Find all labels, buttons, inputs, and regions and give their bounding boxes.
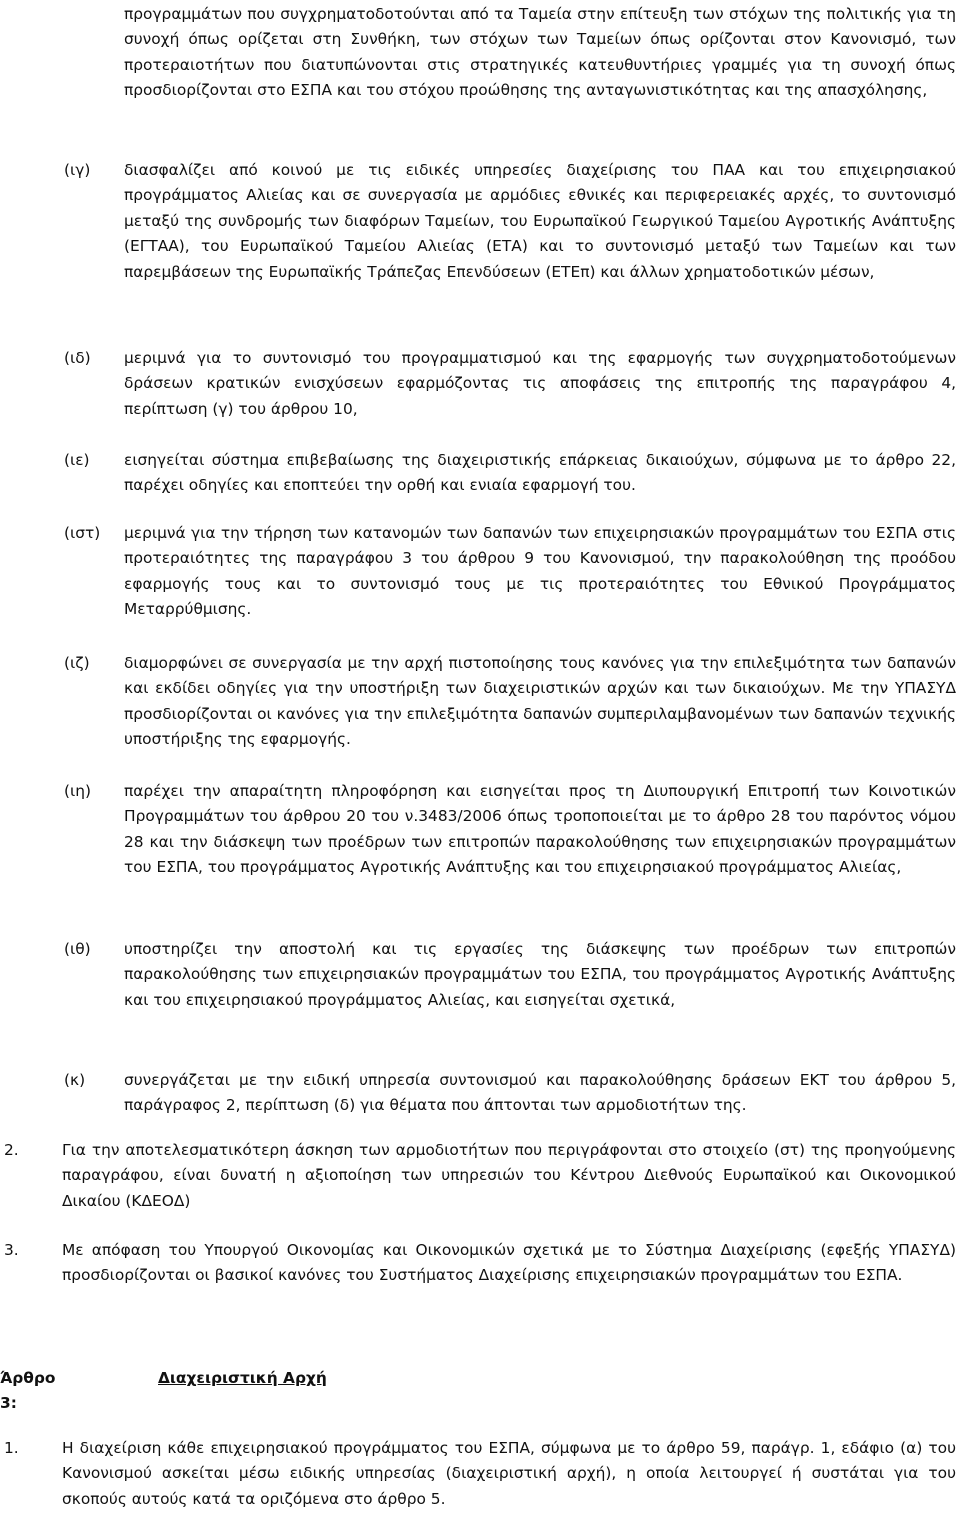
item-text: μεριμνά για την τήρηση των κατανομών των δαπανών των επιχειρησιακών προγραμμάτων του ΕΣΠΑ στις προτεραιότητες της παραγράφου 3 του άρθρου 9 του Κανονισμού, την παρακολούθηση της προόδου εφαρμογής τους και το συντονισμό τους με τις προτεραιότητες του Εθνικού Προγράμματος Μεταρρύθμισης. [124,524,956,619]
article-label: Άρθρο 3: [0,1369,56,1413]
item-label: (ιγ) [64,161,91,179]
item-text: παρέχει την απαραίτητη πληροφόρηση και εισηγείται προς τη Διυπουργική Επιτροπή των Κοινοτικών Προγραμμάτων του άρθρου 20 του ν.3483/2006 όπως τροποποιείται με το άρθρο 28 του παρόντος νόμου 28 και την διάσκεψη των προέδρων των επιτροπών παρακολούθησης των επιχειρησιακών προγραμμάτων του ΕΣΠΑ, του προγράμματος Αγροτικής Ανάπτυξης και του επιχειρησιακού προγράμματος Αλιείας, [124,782,956,877]
article-title: Διαχειριστική Αρχή [158,1369,327,1387]
item-label: (ιε) [64,451,90,469]
item-label: (ιθ) [64,940,91,958]
item-text: διαμορφώνει σε συνεργασία με την αρχή πιστοποίησης τους κανόνες για την επιλεξιμότητα των δαπανών και εκδίδει οδηγίες για την υποστήριξη των διαχειριστικών αρχών και των δικαιούχων. Με την ΥΠΑΣΥΔ προσδιορίζονται οι κανόνες για την επιλεξιμότητα δαπανών συμπεριλαμβανομένων των δαπανών τεχνικής υποστήριξης της εφαρμογής. [124,654,956,749]
item-label: (ιστ) [64,524,101,542]
item-label: (ιζ) [64,654,90,672]
continuation-paragraph: προγραμμάτων που συγχρηματοδοτούνται από τα Ταμεία στην επίτευξη των στόχων της πολιτικής για τη συνοχή όπως ορίζεται στη Συνθήκη, των στόχων των Ταμείων όπως ορίζονται στον Κανονισμό, των προτεραιοτήτων που διατυπώνονται στις στρατηγικές κατευθυντήριες γραμμές για τη συνοχή όπως προσδιορίζονται στο ΕΣΠΑ και του στόχου προώθησης της ανταγωνιστικότητας και της απασχόλησης, [124,5,956,100]
item-text: υποστηρίζει την αποστολή και τις εργασίες της διάσκεψης των προέδρων των επιτροπών παρακολούθησης των επιχειρησιακών προγραμμάτων του ΕΣΠΑ, του προγράμματος Αγροτικής Ανάπτυξης και του επιχειρησιακού προγράμματος Αλιείας, και εισηγείται σχετικά, [124,940,956,1009]
paragraph-text: Για την αποτελεσματικότερη άσκηση των αρμοδιοτήτων που περιγράφονται στο στοιχείο (στ) της προηγούμενης παραγράφου, είναι δυνατή η αξιοποίηση των υπηρεσιών του Κέντρου Διεθνούς Ευρωπαϊκού και Οικονομικού Δικαίου (ΚΔΕΟΔ) [62,1141,956,1210]
paragraph-text: Η διαχείριση κάθε επιχειρησιακού προγράμματος του ΕΣΠΑ, σύμφωνα με το άρθρο 59, παράγρ. 1, εδάφιο (α) του Κανονισμού ασκείται μέσω ειδικής υπηρεσίας (διαχειριστική αρχή), η οποία λειτουργεί ή συστάται για του σκοπούς αυτούς κατά τα οριζόμενα στο άρθρο 5. [62,1439,956,1508]
paragraph-text: Με απόφαση του Υπουργού Οικονομίας και Οικονομικών σχετικά με το Σύστημα Διαχείρισης (εφεξής ΥΠΑΣΥΔ) προσδιορίζονται οι βασικοί κανόνες του Συστήματος Διαχείρισης επιχειρησιακών προγραμμάτων του ΕΣΠΑ. [62,1241,956,1285]
item-label: (ιδ) [64,349,91,367]
item-label: (κ) [64,1071,86,1089]
item-text: διασφαλίζει από κοινού με τις ειδικές υπηρεσίες διαχείρισης του ΠΑΑ και του επιχειρησιακού προγράμματος Αλιείας και σε συνεργασία με αρμόδιες εθνικές και περιφερειακές αρχές, το συντονισμό μεταξύ της συνδρομής των διαφόρων Ταμείων, του Ευρωπαϊκού Γεωργικού Ταμείου Αγροτικής Ανάπτυξης (ΕΓΤΑΑ), του Ευρωπαϊκού Ταμείου Αλιείας (ΕΤΑ) και το συντονισμό μεταξύ των Ταμείων και των παρεμβάσεων της Ευρωπαϊκής Τράπεζας Επενδύσεων (ΕΤΕπ) και άλλων χρηματοδοτικών μέσων, [124,161,956,281]
item-text: συνεργάζεται με την ειδική υπηρεσία συντονισμού και παρακολούθησης δράσεων ΕΚΤ του άρθρου 5, παράγραφος 2, περίπτωση (δ) για θέματα που άπτονται των αρμοδιοτήτων της. [124,1071,956,1115]
item-label: (ιη) [64,782,91,800]
paragraph-number: 1. [4,1439,19,1457]
item-text: μεριμνά για το συντονισμό του προγραμματισμού και της εφαρμογής των συγχρηματοδοτούμενων δράσεων κρατικών ενισχύσεων εφαρμόζοντας τις αποφάσεις της επιτροπής της παραγράφου 4, περίπτωση (γ) του άρθρου 10, [124,349,956,418]
item-text: εισηγείται σύστημα επιβεβαίωσης της διαχειριστικής επάρκειας δικαιούχων, σύμφωνα με το άρθρο 22, παρέχει οδηγίες και εποπτεύει την ορθή και ενιαία εφαρμογή του. [124,451,956,495]
paragraph-number: 3. [4,1241,19,1259]
paragraph-number: 2. [4,1141,19,1159]
